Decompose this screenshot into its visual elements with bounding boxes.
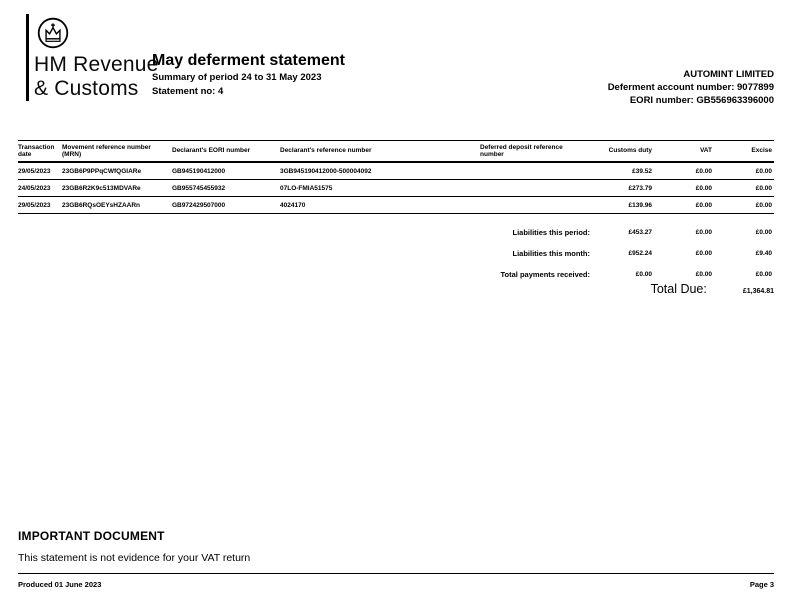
liabilities-month-label: Liabilities this month:: [512, 249, 590, 258]
cell-excise: £0.00: [755, 184, 772, 192]
page-title: May deferment statement: [152, 52, 345, 69]
total-due-value: £1,364.81: [742, 288, 774, 295]
eori-number: EORI number: GB556963396000: [629, 95, 774, 106]
cell-declarant-reference: 3GB945190412000-500004092: [280, 167, 372, 175]
crown-icon: [37, 17, 69, 49]
important-heading: IMPORTANT DOCUMENT: [18, 529, 165, 543]
cell-vat: £0.00: [695, 201, 712, 209]
cell-declarant-eori: GB945190412000: [172, 167, 226, 175]
col-header-declarant-reference: Declarant's reference number: [280, 147, 372, 155]
col-header-transaction-date: Transaction date: [18, 143, 55, 158]
cell-declarant-eori: GB955745455932: [172, 184, 226, 192]
col-header-mrn: Movement reference number (MRN): [62, 143, 151, 158]
company-name: AUTOMINT LIMITED: [683, 69, 774, 80]
liabilities-period-row: [18, 222, 774, 243]
cell-vat: £0.00: [695, 167, 712, 175]
payments-received-label: Total payments received:: [500, 270, 590, 279]
payments-received-customs: £0.00: [635, 271, 652, 278]
table-row: [18, 180, 774, 197]
cell-vat: £0.00: [695, 184, 712, 192]
cell-customs-duty: £273.79: [628, 184, 652, 192]
cell-mrn: 23GB6P9PPqCWfQGIARe: [62, 167, 142, 175]
payments-received-excise: £0.00: [755, 271, 772, 278]
cell-transaction-date: 24/05/2023: [18, 184, 51, 192]
liabilities-month-row: [18, 243, 774, 264]
table-row: [18, 163, 774, 180]
liabilities-period-vat: £0.00: [695, 229, 712, 236]
col-header-deferred-deposit: Deferred deposit reference number: [480, 143, 563, 158]
org-name-line2: & Customs: [34, 77, 139, 100]
payments-received-vat: £0.00: [695, 271, 712, 278]
liabilities-period-excise: £0.00: [755, 229, 772, 236]
liabilities-month-vat: £0.00: [695, 250, 712, 257]
total-due-row: [474, 282, 774, 296]
col-header-declarant-eori: Declarant's EORI number: [172, 147, 251, 155]
table-header-row: [18, 140, 774, 163]
cell-declarant-reference: 4024170: [280, 201, 306, 209]
statement-table: [18, 140, 774, 214]
col-header-vat: VAT: [699, 147, 712, 155]
statement-number: Statement no: 4: [152, 86, 224, 97]
cell-excise: £0.00: [755, 167, 772, 175]
liabilities-month-excise: £9.40: [755, 250, 772, 257]
col-header-excise: Excise: [751, 147, 772, 155]
totals-section: [18, 222, 774, 285]
vat-note: This statement is not evidence for your VAT return: [18, 552, 251, 564]
cell-declarant-eori: GB972429507000: [172, 201, 226, 209]
org-name-line1: HM Revenue: [34, 53, 159, 76]
cell-excise: £0.00: [755, 201, 772, 209]
col-header-customs-duty: Customs duty: [608, 147, 652, 155]
page-number: Page 3: [749, 580, 774, 589]
cell-mrn: 23GB6RQsOEYsHZAARn: [62, 201, 141, 209]
footer: [18, 580, 774, 589]
footer-divider: [18, 573, 774, 574]
produced-date: Produced 01 June 2023: [18, 580, 102, 589]
liabilities-month-customs: £952.24: [628, 250, 652, 257]
total-due-label: Total Due:: [650, 282, 707, 296]
cell-customs-duty: £39.52: [632, 167, 652, 175]
org-name: [34, 53, 159, 101]
cell-transaction-date: 29/05/2023: [18, 201, 51, 209]
deferment-account-number: Deferment account number: 9077899: [607, 82, 774, 93]
cell-customs-duty: £139.96: [628, 201, 652, 209]
liabilities-period-label: Liabilities this period:: [512, 228, 590, 237]
cell-mrn: 23GB6R2K9c513MDVARe: [62, 184, 141, 192]
table-row: [18, 197, 774, 214]
liabilities-period-customs: £453.27: [628, 229, 652, 236]
period-subtitle: Summary of period 24 to 31 May 2023: [152, 72, 322, 83]
logo-vertical-bar: [26, 14, 29, 101]
title-block: [152, 52, 345, 97]
company-block: [608, 68, 774, 107]
cell-declarant-reference: 07LO-FMIA51575: [280, 184, 333, 192]
cell-transaction-date: 29/05/2023: [18, 167, 51, 175]
